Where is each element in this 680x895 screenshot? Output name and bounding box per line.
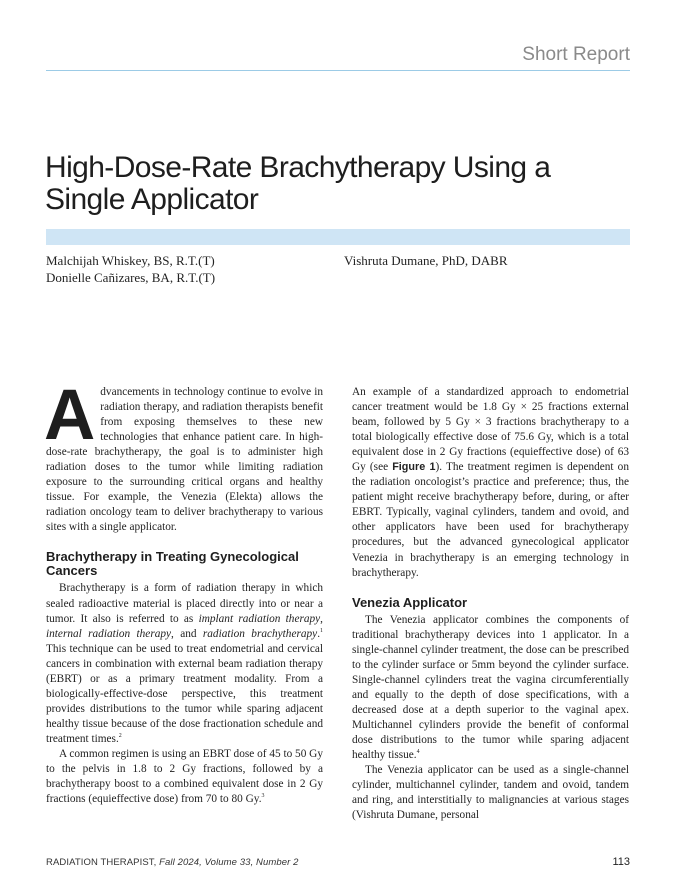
journal-footer bbox=[46, 857, 299, 868]
citation-ref: 3 bbox=[261, 793, 265, 800]
section-heading-gynecological: Brachytherapy in Treating Gynecological Cancers bbox=[46, 549, 299, 579]
author-list-right bbox=[344, 252, 508, 269]
article-title: High-Dose-Rate Brachytherapy Using a Single Applicator bbox=[45, 151, 551, 216]
section-heading-venezia: Venezia Applicator bbox=[352, 594, 468, 610]
journal-issue: Fall 2024, Volume 33, Number 2 bbox=[159, 857, 299, 868]
citation-ref: 4 bbox=[416, 749, 420, 756]
citation-ref: 2 bbox=[118, 733, 122, 740]
intro-text: dvancements in technology continue to evolve in radiation therapy, and radiation therapists benefit from exposing themselves to these new technologies that enhance patient care. In high-dose-rate brachytherapy, the goal is to administer high radiation doses to the tumor while limiting radiation exposure to the surrounding critical organs and healthy tissue. For example, the Venezia (Elekta) allows the radiation oncology team to deliver brachytherapy to various sites with a single applicator. bbox=[46, 386, 323, 534]
citation-ref: 1 bbox=[320, 627, 324, 634]
header-divider bbox=[46, 70, 630, 71]
page-number: 113 bbox=[612, 856, 630, 868]
author-name: Vishruta Dumane, PhD, DABR bbox=[344, 253, 508, 268]
body-paragraph: The Venezia applicator can be used as a single-channel cylinder, multichannel cylinder, tandem and ovoid, tandem and ring, and interstitially to malignancies at various stages (Vishruta Dumane, personal bbox=[352, 764, 629, 822]
title-band bbox=[46, 229, 630, 245]
body-paragraph: A common regimen is using an EBRT dose of 45 to 50 Gy to the pelvis in 1.8 to 2 Gy fractions, followed by a brachytherapy boost to a combined equivalent dose in 2 Gy fractions (equieffective dose) from 70 to 80 Gy.$^3$ bbox=[46, 747, 323, 806]
body-paragraph: Brachytherapy is a form of radiation therapy in which sealed radioactive material is placed directly into or near a tumor. It also is referred to as implant radiation therapy, internal radiation therapy, and radiation brachytherapy.$^1$ This technique can be used to treat endometrial and cervical cancers in combination with external beam radiation therapy (EBRT) or as a primary treatment modality. From a biologically-effective-dose perspective, this treatment provides distributions to the tumor while sparing adjacent healthy tissue because of the dose fractionation schedule and treatment times.$^2$ bbox=[46, 582, 324, 745]
section-label: Short Report bbox=[522, 44, 630, 65]
author-name: Donielle Cañizares, BA, R.T.(T) bbox=[46, 270, 216, 285]
author-list-left bbox=[46, 252, 215, 286]
drop-cap: A bbox=[44, 376, 96, 455]
intro-paragraph bbox=[44, 376, 323, 535]
journal-name: RADIATION THERAPIST, bbox=[46, 857, 160, 868]
author-name: Malchijah Whiskey, BS, R.T.(T) bbox=[46, 253, 215, 268]
body-paragraph: The Venezia applicator combines the components of traditional brachytherapy devices into 1 applicator. In a single-channel cylinder treatment, the dose can be prescribed to the cylinder surface or 5mm beyond the cylinder surface. Single-channel cylinders treat the vagina circumferentially and equally to the depth of dose specifications, with a decreased dose at a depth superior to the vaginal apex. Multichannel cylinders provide the benefit of conformal dose distributions to the tumor while sparing adjacent healthy tissue.$^4$ bbox=[352, 613, 629, 762]
text-column-left bbox=[44, 376, 324, 807]
figure-reference: Figure 1 bbox=[392, 461, 436, 474]
text-column-right bbox=[352, 385, 629, 823]
body-paragraph: An example of a standardized approach to endometrial cancer treatment would be 1.8 Gy × 25 fractions external beam, followed by 5 Gy × 3 fractions brachytherapy to a total biologically effective dose of 75.6 Gy, which is a total equivalent dose in 2 Gy fractions (equieffective dose) of 63 Gy (see Figure 1). The treatment regimen is dependent on the radiation oncologist’s practice and preference; thus, the patient might receive brachytherapy before, during, or after EBRT. Typically, vaginal cylinders, tandem and ovoid, and other applicators have been used for brachytherapy procedures, but the advanced gynecological applicator Venezia in brachytherapy is an emerging technology in brachytherapy. bbox=[352, 386, 629, 579]
